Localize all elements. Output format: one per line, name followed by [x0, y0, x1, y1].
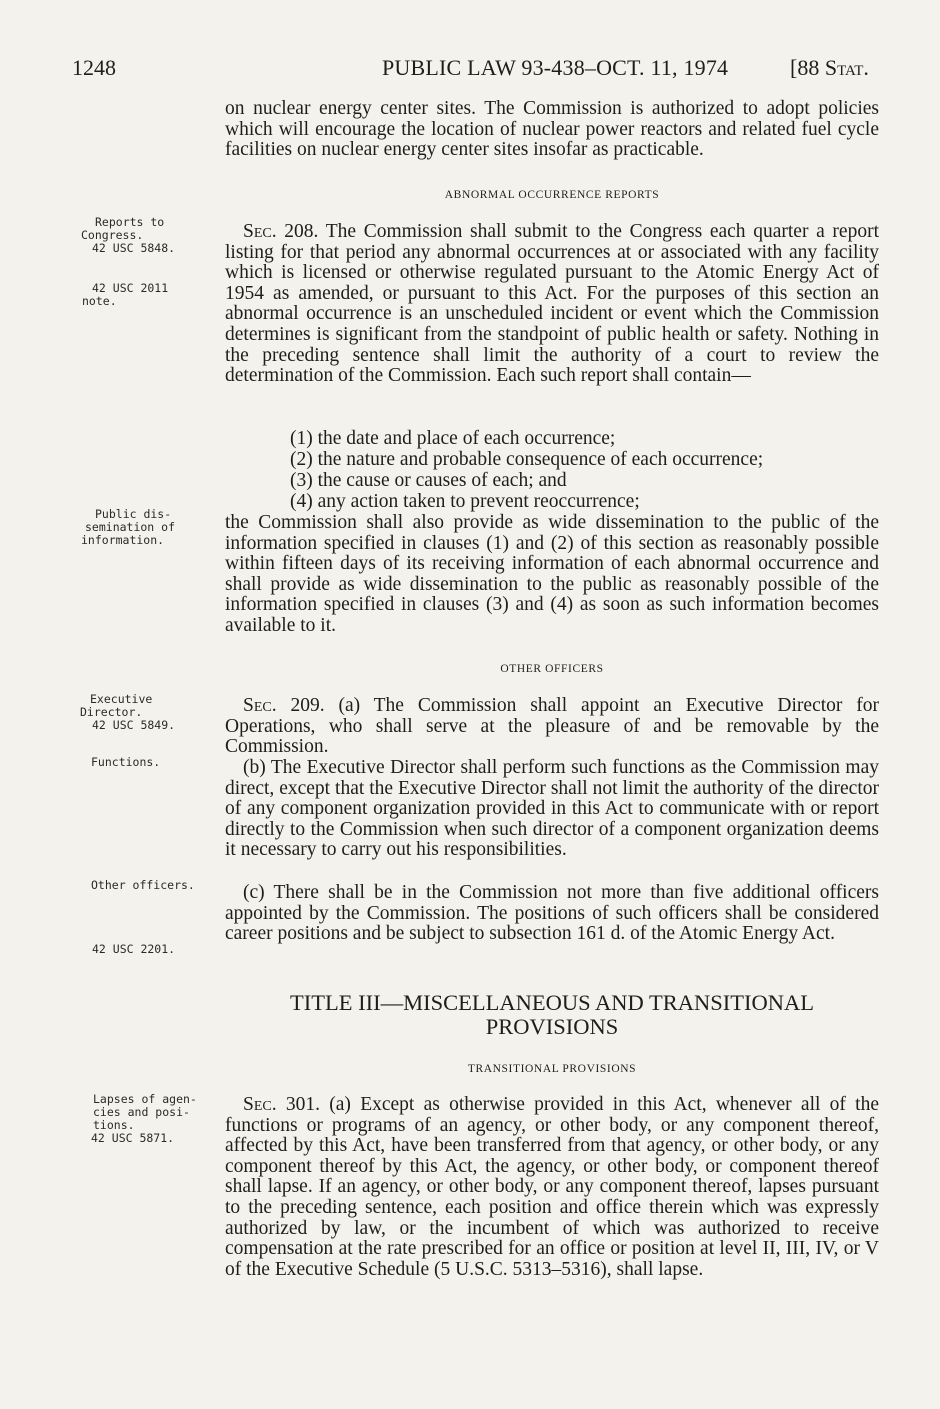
statute-reference [790, 55, 869, 81]
section-208-body: 208. The Commission shall submit to the Congress each quarter a report listing for that period any abnormal occurrences at or associated with any facility which is licensed or otherwise regulated pursuant to the Atomic Energy Act of 1954 as amended, or pursuant to this Act. For the purposes of this section an abnormal occurrence is an unscheduled incident or event which the Commission determines is significant from the standpoint of public health or safety. Nothing in the preceding sentence shall limit the authority of a court to review the determination of the Commission. Each such report shall contain— [225, 221, 879, 387]
margin-note-line: Executive [90, 692, 153, 706]
statute-word: Stat. [824, 55, 869, 80]
margin-note-reports [81, 215, 176, 255]
section-301-body: 301. (a) Except as otherwise provided in this Act, whenever all of the functions or programs of an agency, or other body, or any component thereof, affected by this Act, have been transferred from that agency, or other body, or any component thereof by this Act, the agency, or other body, or component thereof shall lapse. If an agency, or other body, or any component thereof, lapses pursuant to the preceding sentence, each position and office therein which was expressly authorized by law, or the incumbent of which was authorized to receive compensation at the rate prescribed for an office or position at level II, III, IV, or V of the Executive Schedule (5 U.S.C. 5313–5316), shall lapse. [225, 1094, 879, 1280]
clause-2: (2) the nature and probable consequence of each occurrence; [290, 449, 764, 470]
margin-note-usc-2201 [92, 943, 175, 956]
margin-note-line: Congress. [81, 228, 144, 242]
margin-note-lapses [93, 1093, 197, 1145]
margin-note-line: note. [82, 294, 117, 308]
clause-3: (3) the cause or causes of each; and [290, 470, 567, 491]
margin-note-executive [80, 692, 176, 732]
section-208-closing: the Commission shall also provide as wide dissemination to the public of the information specified in clauses (1) and (2) of this section as reasonably possible within fifteen days of its receiving information of each abnormal occurrence and shall provide as wide dissemination to the public as reasonably possible of the information specified in clauses (3) and (4) as soon as such information becomes available to it. [225, 512, 879, 636]
statute-prefix: [88 [790, 55, 825, 80]
section-208-text [225, 222, 879, 387]
margin-note-line: 42 USC 2011 [92, 281, 169, 295]
margin-note-other-officers [91, 879, 195, 892]
margin-note-line: tions. [93, 1118, 135, 1132]
page-number: 1248 [72, 55, 116, 80]
title-iii-line-2: PROVISIONS [485, 1014, 619, 1039]
section-209-a-body: 209. (a) The Commission shall appoint an Executive Director for Operations, who shall serve at the pleasure of and be removable by the Commission. [225, 695, 879, 758]
running-title: PUBLIC LAW 93-438–OCT. 11, 1974 [382, 55, 729, 80]
margin-note-line: cies and posi- [93, 1105, 190, 1119]
section-209-a [225, 696, 879, 758]
margin-note-functions [91, 756, 160, 769]
margin-note-line: 42 USC 2201. [92, 942, 176, 956]
section-label: Sec. [243, 1094, 277, 1115]
section-heading-other-officers: OTHER OFFICERS [500, 663, 604, 675]
margin-note-public [81, 507, 176, 547]
clause-4: (4) any action taken to prevent reoccurrence; [290, 491, 640, 512]
margin-note-line: Public dis- [95, 507, 172, 521]
margin-note-line: Reports to [95, 215, 165, 229]
section-label: Sec. [243, 221, 277, 242]
margin-note-line: Functions. [91, 755, 161, 769]
margin-note-line: Other officers. [91, 878, 195, 892]
title-iii-line-1: TITLE III—MISCELLANEOUS AND TRANSITIONAL [290, 990, 814, 1015]
margin-note-line: Lapses of agen- [93, 1092, 197, 1106]
section-heading-abnormal: ABNORMAL OCCURRENCE REPORTS [444, 189, 660, 201]
margin-note-line: 42 USC 5849. [92, 718, 176, 732]
margin-note-usc-2011 [82, 281, 169, 308]
section-209-b: (b) The Executive Director shall perform such functions as the Commission may direct, except that the Executive Director shall not limit the authority of the director of any component organization provided in this Act to communicate with or report directly to the Commission when such director of a component organization deems it necessary to carry out his responsibilities. [225, 757, 879, 861]
margin-note-line: 42 USC 5871. [91, 1131, 175, 1145]
section-heading-transitional: TRANSITIONAL PROVISIONS [467, 1063, 637, 1075]
margin-note-line: Director. [80, 705, 143, 719]
section-209-c: (c) There shall be in the Commission not more than five additional officers appointed by the Commission. The positions of such officers shall be considered career positions and be subject to subsection 161 d. of the Atomic Energy Act. [225, 882, 879, 945]
margin-note-line: 42 USC 5848. [92, 241, 176, 255]
intro-paragraph: on nuclear energy center sites. The Commission is authorized to adopt policies which will encourage the location of nuclear power reactors and related fuel cycle facilities on nuclear energy center sites insofar as practicable. [225, 98, 879, 161]
section-301-text [225, 1095, 879, 1280]
section-label: Sec. [243, 695, 277, 716]
clause-1: (1) the date and place of each occurrence; [290, 428, 616, 449]
margin-note-line: semination of [85, 520, 176, 534]
margin-note-line: information. [81, 533, 165, 547]
